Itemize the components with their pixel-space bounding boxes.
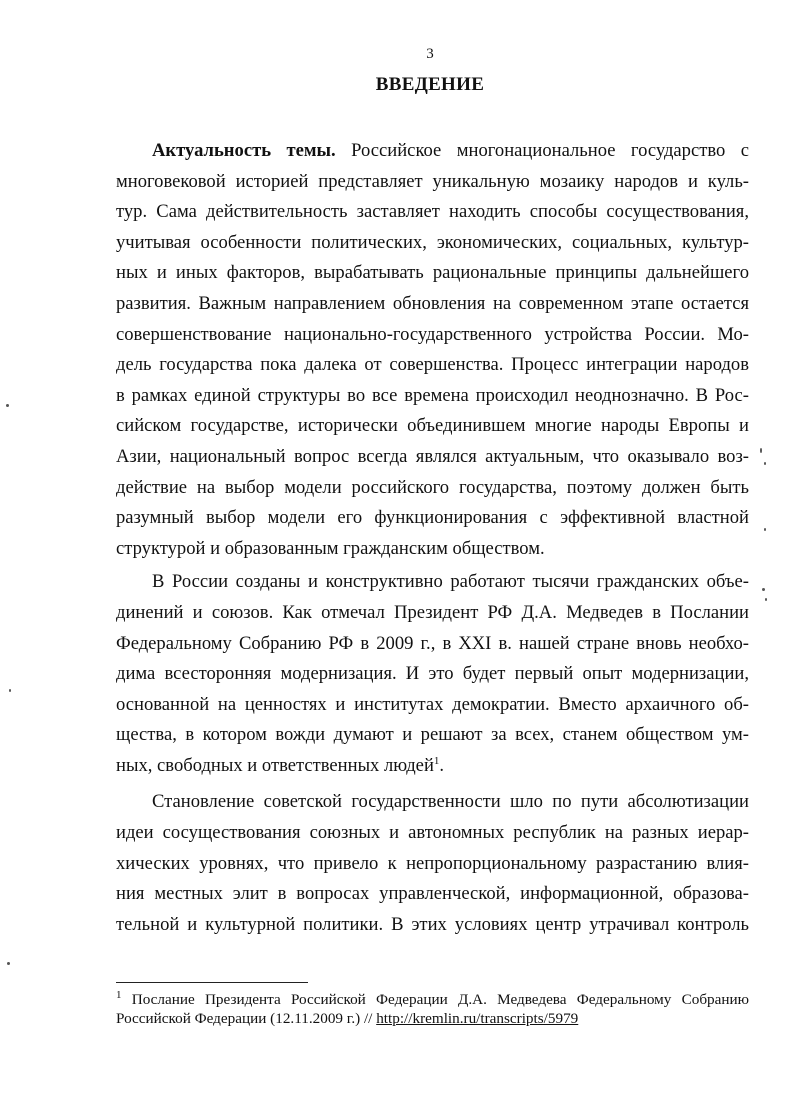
text-line: тур. Сама действительность заставляет находить способы сосуществования,: [116, 201, 749, 223]
scan-speck: [6, 404, 9, 407]
text-line: Федеральному Собранию РФ в 2009 г., в XXI в. нашей стране вновь необхо-: [116, 632, 749, 654]
text-line: хических уровнях, что привело к непропорциональному разрастанию влия-: [116, 852, 749, 874]
paragraph-relevance: [116, 136, 749, 564]
scan-speck: [760, 448, 762, 453]
text-line: многовековой историей представляет уникальную мозаику народов и куль-: [116, 170, 749, 192]
paragraph-civil-society: [116, 567, 749, 781]
text-line: ния местных элит в вопросах управленческой, информационной, образова-: [116, 883, 749, 905]
text-line: сийском государстве, исторически объединившем многие народы Европы и: [116, 415, 749, 437]
text-line: дель государства пока далека от совершенства. Процесс интеграции народов: [116, 354, 749, 376]
footnote-number: 1: [116, 988, 122, 1001]
section-title: ВВЕДЕНИЕ: [375, 74, 485, 95]
page-number: 3: [426, 46, 434, 62]
text-line: Азии, национальный вопрос всегда являлся актуальным, что оказывало воз-: [116, 445, 749, 467]
text-line: [116, 136, 749, 167]
text-line: развития. Важным направлением обновления на современном этапе остается: [116, 292, 749, 314]
text-line: действие на выбор модели российского государства, поэтому должен быть: [116, 476, 749, 498]
text-line: Становление советской государственности шло по пути абсолютизации: [152, 791, 749, 813]
text-line: идеи сосуществования союзных и автономных республик на разных иерар-: [116, 822, 749, 844]
text-line: основанной на ценностях и институтах демократии. Вместо архаичного об-: [116, 693, 749, 715]
footnote-divider: [116, 982, 308, 983]
text-line-content: Российское многонациональное государство с: [335, 140, 749, 161]
text-line: учитывая особенности политических, экономических, социальных, культур-: [116, 231, 749, 253]
text-line-content: ных, свободных и ответственных людей: [116, 754, 434, 776]
footnote-reference[interactable]: 1: [433, 754, 440, 767]
text-line: дима всесторонняя модернизация. И это будет первый опыт модернизации,: [116, 663, 749, 685]
scan-speck: [762, 588, 765, 591]
paragraph-soviet-statehood: [116, 787, 749, 940]
text-line: динений и союзов. Как отмечал Президент РФ Д.А. Медведев в Послании: [116, 601, 749, 623]
footnote-text: Российской Федерации (12.11.2009 г.) //: [116, 1010, 377, 1027]
scan-speck: [764, 462, 766, 465]
footnote: [116, 990, 749, 1028]
scan-speck: [7, 962, 10, 965]
text-line: щества, в котором вожди думают и решают за всех, станем обществом ум-: [116, 724, 749, 746]
scan-speck: [765, 598, 767, 601]
sentence-end: .: [439, 754, 445, 776]
footnote-line: [116, 990, 749, 1009]
paragraph-lead: Актуальность темы.: [152, 140, 336, 161]
footnote-line: [116, 1009, 749, 1028]
text-line: структурой и образованным гражданским обществом.: [116, 537, 545, 559]
text-line: в рамках единой структуры во все времена происходил неоднозначно. В Рос-: [116, 384, 749, 406]
text-line: совершенствование национально-государственного устройства России. Мо-: [116, 323, 749, 345]
text-line: ных и иных факторов, вырабатывать рациональные принципы дальнейшего: [116, 262, 749, 284]
text-line: [116, 751, 749, 782]
scan-speck: [9, 689, 11, 692]
footnote-link[interactable]: http://kremlin.ru/transcripts/5979: [376, 1010, 579, 1027]
body-text: [116, 136, 749, 940]
text-line: разумный выбор модели его функционирования с эффективной властной: [116, 507, 749, 529]
footnote-text: Послание Президента Российской Федерации Д.А. Медведева Федеральному Собранию: [121, 991, 749, 1008]
text-line: В России созданы и конструктивно работают тысячи гражданских объе-: [152, 571, 749, 593]
scan-speck: [764, 528, 766, 531]
text-line: тельной и культурной политики. В этих условиях центр утрачивал контроль: [116, 913, 749, 935]
